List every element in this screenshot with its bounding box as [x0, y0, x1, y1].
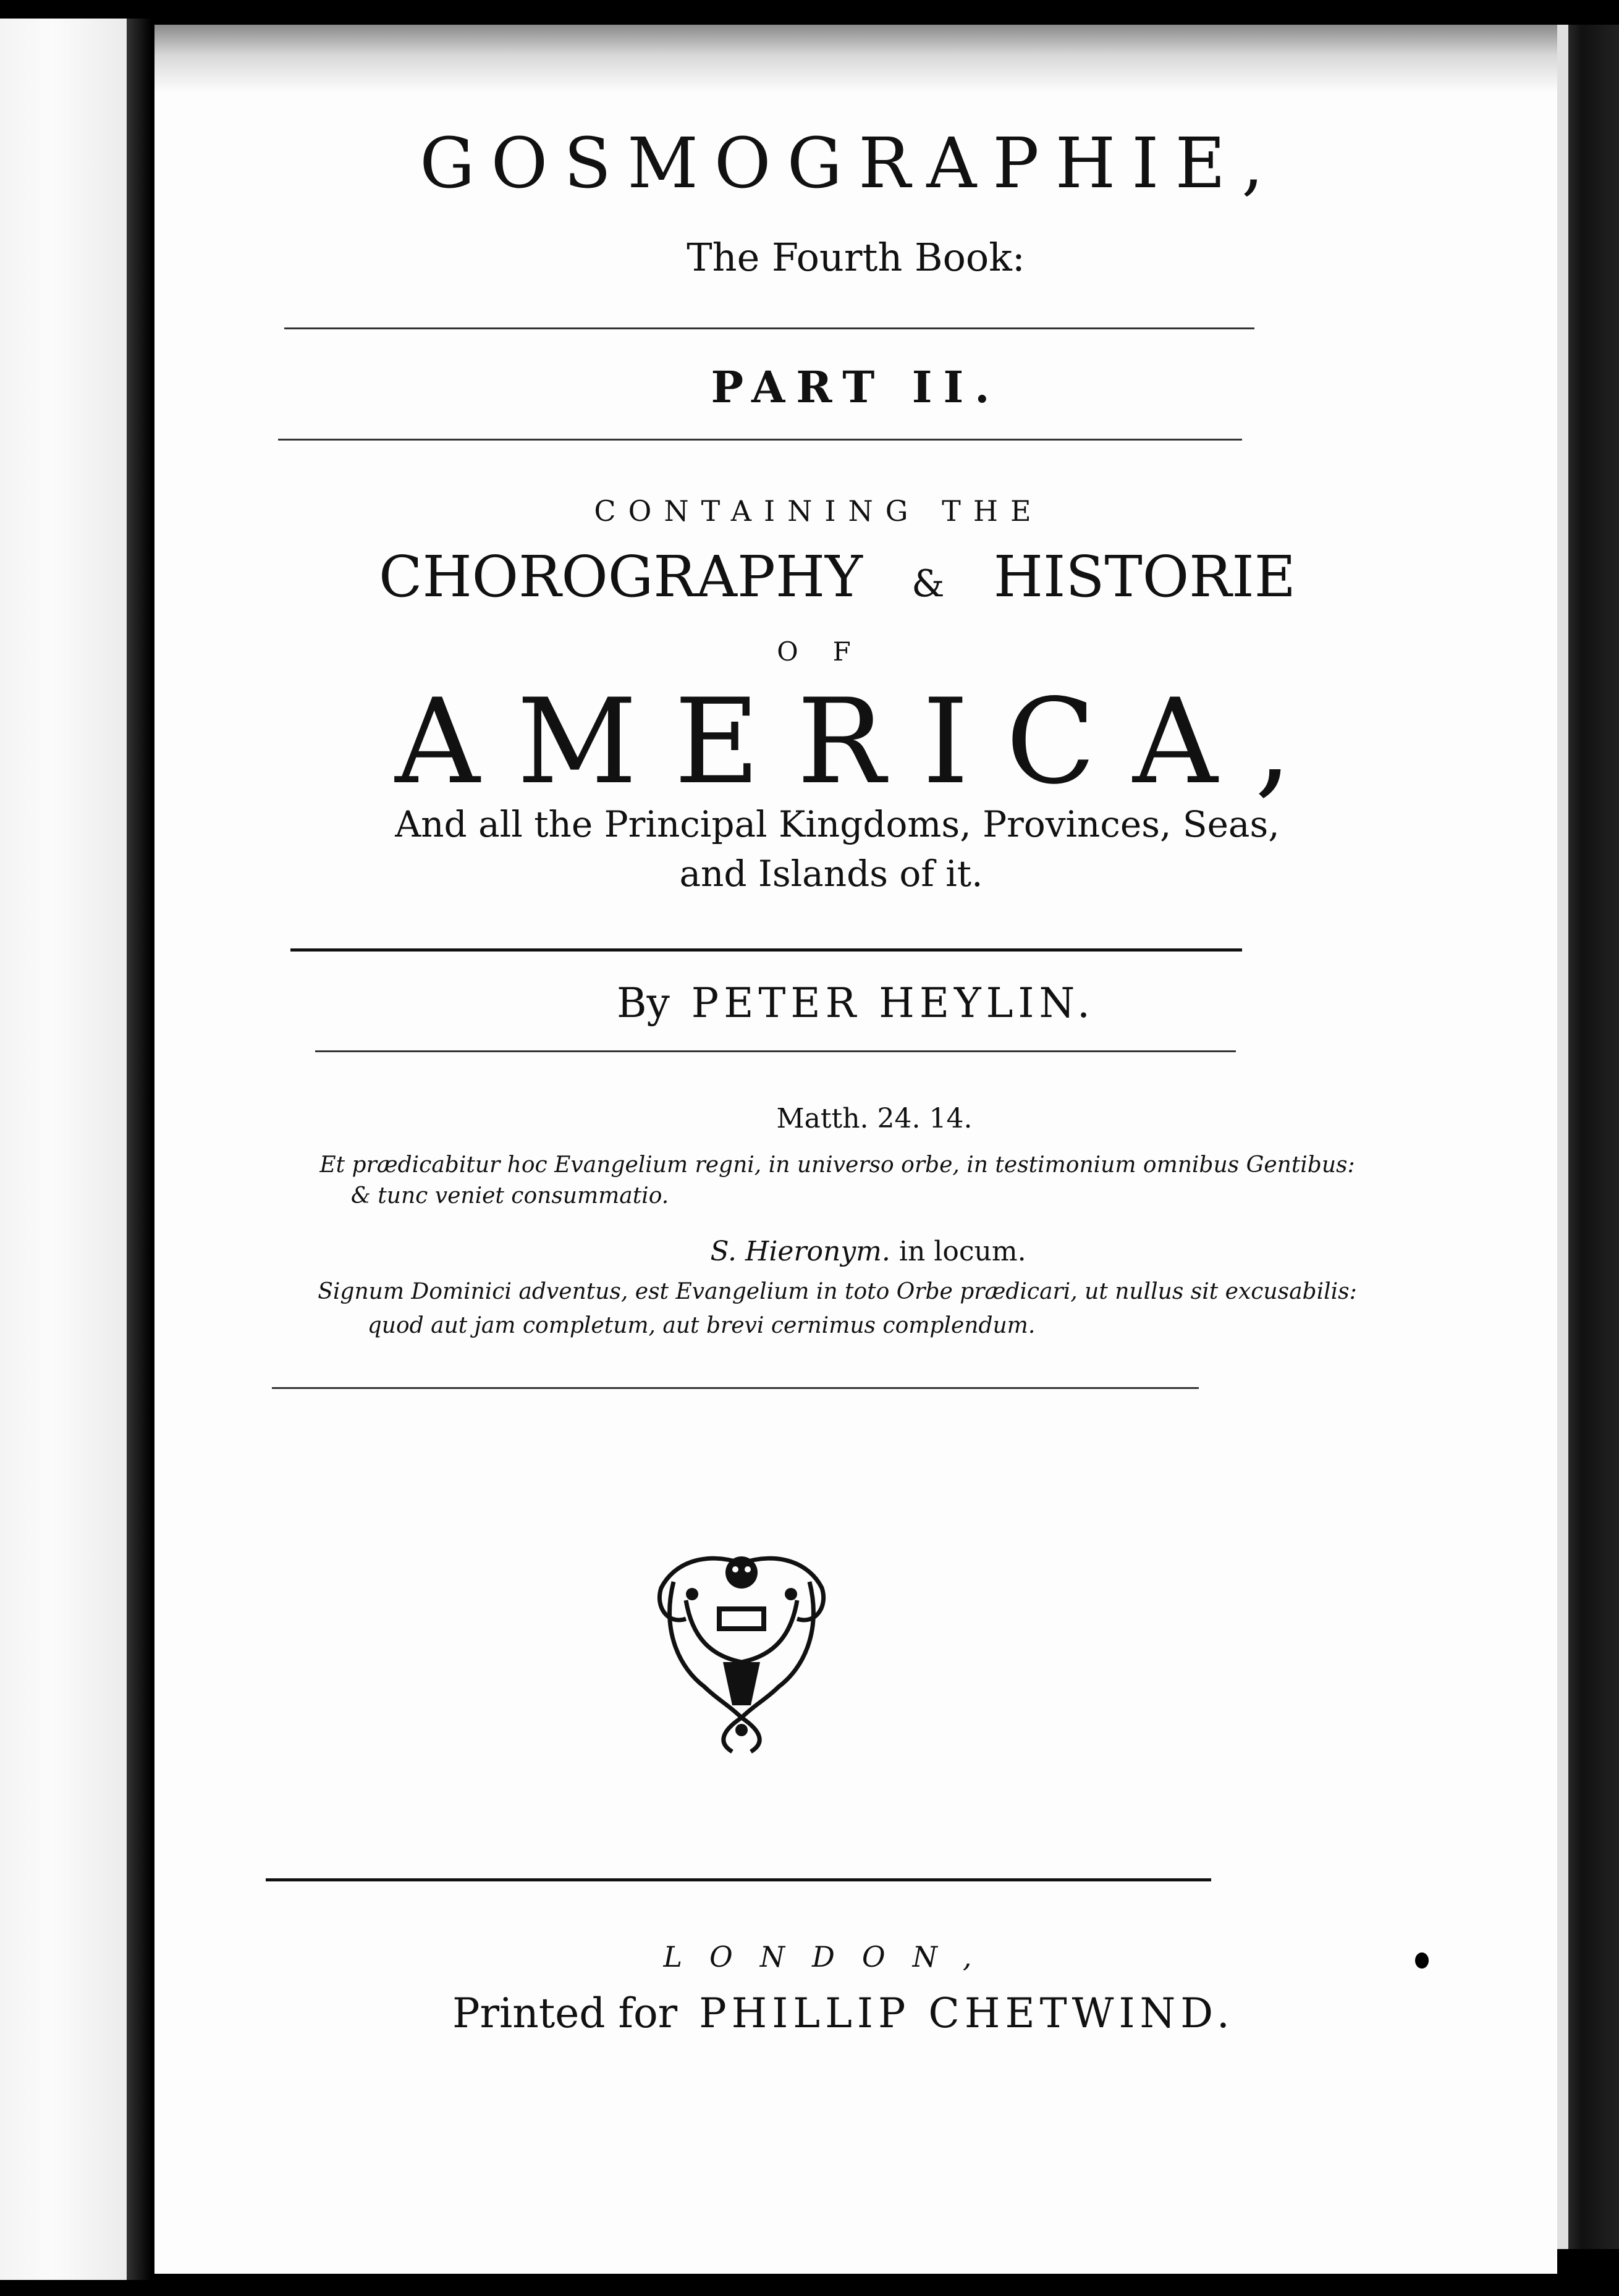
book-fore-edge [1557, 25, 1619, 2249]
imprint-printed-for: Printed for [452, 1990, 678, 2037]
ampersand: & [911, 562, 945, 606]
part-heading: PART II. [711, 361, 1001, 413]
historie: HISTORIE [993, 544, 1296, 610]
imprint-name: PHILLIP CHETWIND. [699, 1990, 1235, 2037]
chorography-line [154, 544, 1539, 610]
author-line [154, 979, 1557, 1027]
gutter-shadow [127, 19, 151, 2280]
epigraph-2-line-2: quod aut jam completum, aut brevi cernimus complendum. [367, 1313, 1036, 1338]
rule-6 [266, 1878, 1211, 1881]
main-title: GOSMOGRAPHIE, [420, 124, 1280, 204]
chorography: CHOROGRAPHY [379, 544, 863, 610]
book-number: The Fourth Book: [687, 235, 1025, 280]
previous-leaf [0, 19, 137, 2280]
epigraph-2-reference [167, 1236, 1557, 1267]
page-edge [1557, 25, 1568, 2249]
rule-3 [290, 948, 1242, 952]
rule-1 [284, 327, 1254, 329]
imprint-city: LONDON, [663, 1940, 999, 1973]
author-by: By [617, 979, 670, 1027]
epigraph-2-ref-name: S. Hieronym. [710, 1236, 890, 1267]
epigraph-1-line-1: Et prædicabitur hoc Evangelium regni, in universo orbe, in testimonium omnibus Gentibus: [319, 1152, 1355, 1178]
subtitle-line-1: And all the Principal Kingdoms, Provinces, Seas, [395, 803, 1280, 845]
printers-device-ornament [649, 1545, 834, 1755]
imprint-line [154, 1990, 1545, 2037]
epigraph-1-reference: Matth. 24. 14. [776, 1103, 973, 1134]
author-name: PETER HEYLIN. [691, 979, 1095, 1027]
rule-5 [272, 1387, 1199, 1389]
epigraph-2-line-1: Signum Dominici adventus, est Evangelium in toto Orbe prædicari, ut nullus sit excusabilis: [318, 1279, 1357, 1304]
rule-2 [278, 439, 1242, 441]
subtitle-line-2: and Islands of it. [679, 853, 983, 895]
epigraph-2-ref-loc: in locum. [898, 1236, 1026, 1267]
ink-spot [1415, 1952, 1429, 1969]
rule-4 [315, 1050, 1236, 1052]
title-page [154, 25, 1557, 2274]
of-label: OF [777, 636, 886, 667]
containing-the: CONTAINING THE [594, 494, 1044, 528]
america-heading: AMERICA, [395, 673, 1329, 810]
epigraph-1-line-2: & tunc veniet consummatio. [350, 1183, 669, 1209]
